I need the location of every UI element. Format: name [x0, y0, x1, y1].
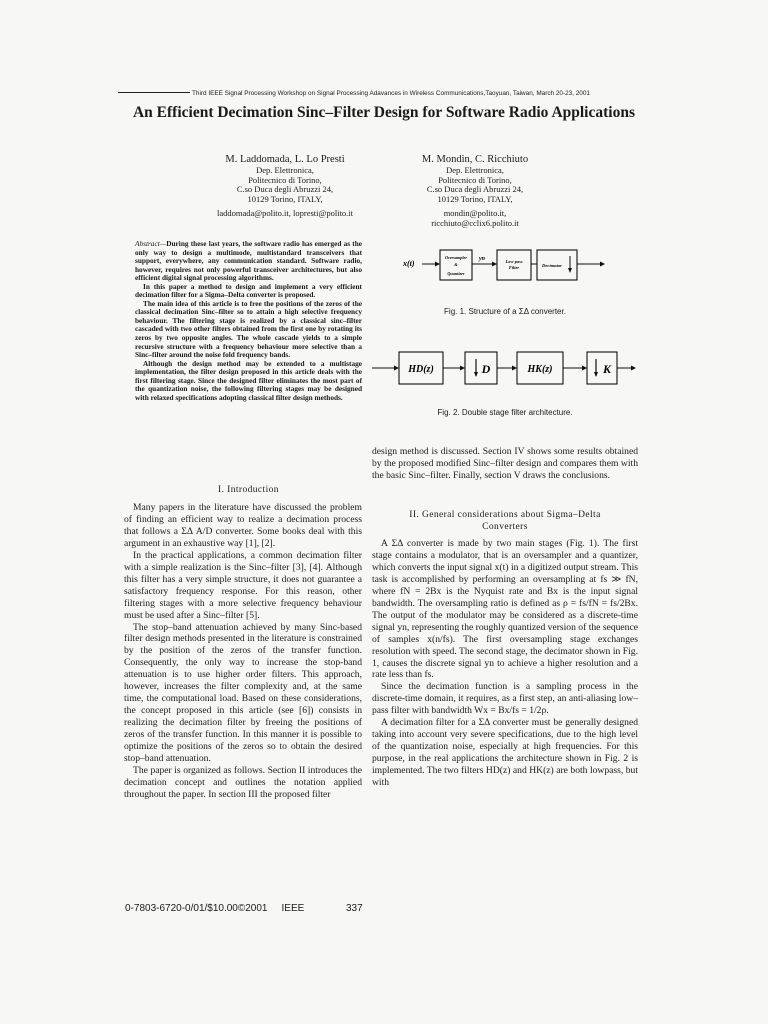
author-affiliation-line: Dep. Elettronica, [256, 165, 314, 175]
author-affiliation-line: 10129 Torino, ITALY, [247, 193, 323, 204]
author-email: laddomada@polito.it, lopresti@polito.it [216, 208, 354, 219]
svg-text:Low-pass: Low-pass [505, 259, 523, 264]
body-paragraph: In the practical applications, a common decimation filter with a simple realization is the Sinc–filter [3], [4]. Although this filter has a very simple structure, it does not guarantee a satisfactory frequency response. For this reason, other filtering stages with a more selective frequency behaviour must be used after a Sinc–filter [5]. [124, 549, 362, 621]
figure-1-sigma-delta-structure [400, 246, 610, 286]
svg-text:Decimator: Decimator [542, 263, 562, 268]
body-paragraph: The paper is organized as follows. Section II introduces the decimation concept and outlines the notation applied throughout the paper. In section III the proposed filter [124, 764, 362, 800]
author-affiliation-line: Politecnico di Torino, [438, 174, 512, 185]
svg-text:Filter: Filter [508, 265, 520, 270]
author-affiliation-line: Dep. Elettronica, [446, 165, 504, 175]
introduction-text [124, 502, 362, 801]
body-paragraph: A decimation filter for a ΣΔ converter must be generally designed taking into account very severe specifications, due to the high level of the quantization noise, especially at high frequencies. For this purpose, in the real applications the architecture shown in Fig. 2 is implemented. The two filters HD(z) and HK(z) are both lowpass, but with [372, 717, 638, 789]
abstract-paragraph: Although the design method may be extended to a multistage implementation, the filter design proposed in this article deals with the first filtering stage. Since the designed filter eliminates the most part of the quantization noise, the following filtering stages may be designed with relaxed specifications adopting classical filter design methods. [135, 358, 362, 402]
abstract-paragraph: In this paper a method to design and implement a very efficient decimation filter for a Sigma–Delta converter is proposed. [135, 281, 362, 300]
author-block-right [400, 153, 550, 229]
svg-text:K: K [602, 362, 612, 376]
section-heading-sigma-delta: II. General considerations about Sigma–Delta Converters [409, 510, 601, 532]
page-number: 337 [346, 903, 363, 914]
svg-text:Quantizer: Quantizer [447, 271, 465, 276]
footer-publisher: IEEE [281, 903, 305, 914]
figure-2-caption: Fig. 2. Double stage filter architecture. [437, 408, 573, 417]
author-affiliation-line: C.so Duca degli Abruzzi 24, [426, 184, 524, 195]
author-affiliation-line: C.so Duca degli Abruzzi 24, [236, 184, 334, 195]
abstract-label: Abstract— [135, 239, 167, 248]
svg-text:D: D [481, 362, 491, 376]
fig1-arrowhead [435, 262, 440, 267]
author-email: ricchiuto@cclix6.polito.it [431, 217, 519, 228]
author-names: M. Laddomada, L. Lo Presti [225, 154, 345, 165]
header-rule [118, 92, 190, 93]
author-affiliation-line: 10129 Torino, ITALY, [437, 193, 513, 204]
body-paragraph: design method is discussed. Section IV shows some results obtained by the proposed modified Sinc–filter design and compares them with the basic Sinc–filter. Finally, section V draws the conclusions. [372, 446, 638, 481]
right-column-continuation [372, 446, 638, 482]
author-names: M. Mondin, C. Ricchiuto [421, 154, 529, 165]
abstract [135, 240, 362, 402]
section-heading-introduction: I. Introduction [218, 485, 279, 495]
body-paragraph: The stop–band attenuation achieved by many Sinc-based filter design methods presented in the literature is constrained by the position of the zeros of the transfer function. Consequently, the only way to increase the stop-band attenuation is to use higher order filters. This approach, however, increases the filter complexity and, at the same time, the computational load. Based on these considerations, the concept proposed in this article (see [6]) consists in realizing the decimation filter by freeing the positions of zeros of the transfer function. In this manner it is possible to optimize the positions of the zeros so to obtain the desired stop–band attenuation. [124, 621, 362, 765]
body-paragraph: Since the decimation function is a sampling process in the discrete-time domain, it requires, as a first step, an anti-aliasing low–pass filter with bandwidth Wx = Bx/fs = 1/2ρ. [372, 681, 638, 717]
section-2-text [372, 538, 638, 789]
abstract-paragraph: The main idea of this article is to free the positions of the zeros of the classical decimation Sinc–filter so to attain a high selective frequency behaviour. The filtering stage is realized by a classical sinc–filter cascaded with two other filters obtained from the first one by rotating its zeros by two opposite angles. The whole cascade yields to a simple recursive structure with a frequency behaviour more selective than a Sinc–filter around the noise fold frequency bands. [135, 298, 362, 360]
svg-text:Oversampler: Oversampler [444, 255, 468, 260]
figure-1-caption: Fig. 1. Structure of a ΣΔ converter. [444, 307, 566, 316]
figure-2-double-stage-filter [372, 346, 638, 390]
svg-text:HK(z): HK(z) [527, 364, 553, 375]
page-footer [125, 903, 318, 914]
author-affiliation-line: Politecnico di Torino, [248, 174, 322, 185]
footer-isbn: 0-7803-6720-0/01/$10.00©2001 [125, 903, 268, 914]
author-block-left [200, 153, 370, 219]
body-paragraph: A ΣΔ converter is made by two main stages (Fig. 1). The first stage contains a modulator, that is an oversampler and a quantizer, which converts the input signal x(t) in a digitized output stream. This task is accomplished by performing an oversampling at fs ≫ fN, where fN = 2Bx is the Nyquist rate and Bx is the input signal bandwidth. The oversampling ratio is defined as ρ = fs/fN = fs/2Bx. The output of the modulator may be considered as a discrete-time signal yn, representing the roughly quantized version of the sequence of samples x(n/fs). The first oversampling stage exchanges resolution with speed. The second stage, the decimator shown in Fig. 1, causes the discrete signal yn to achieve a higher resolution and a rate less than fs. [372, 538, 638, 681]
conference-header: Third IEEE Signal Processing Workshop on Signal Processing Adavances in Wireless Communications,Taoyuan, Taiwan, March 20-23, 2001 [118, 90, 638, 97]
svg-text:&: & [454, 262, 458, 267]
author-email: mondin@polito.it, [443, 208, 507, 219]
body-paragraph: Many papers in the literature have discussed the problem of finding an efficient way to realize a decimation process that follows a ΣΔ A/D converter. Some books deal with this argument in an exhaustive way [1], [2]. [124, 502, 362, 549]
paper-title: An Efficient Decimation Sinc–Filter Design for Software Radio Applications [132, 104, 635, 121]
abstract-paragraph: During these last years, the software radio has emerged as the only way to design a multimode, multistandard transceivers that support, everywhere, any communication standard. Software radio, however, requires not only powerful transceiver architectures, but also efficient digital signal processing algorithms. [135, 239, 362, 283]
fig1-signal-label: yn [479, 256, 485, 262]
fig1-input-label: x(t) [403, 259, 415, 268]
svg-text:HD(z): HD(z) [408, 364, 434, 375]
